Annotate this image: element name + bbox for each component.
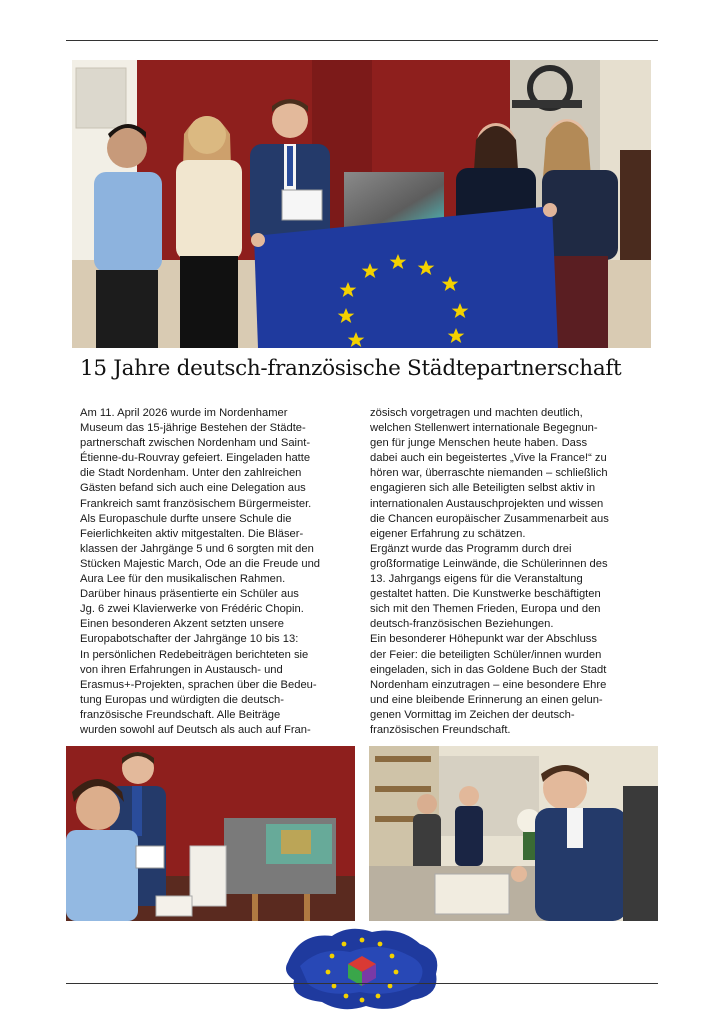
main-photo [72,60,651,348]
article-line: eingeladen, sich in das Goldene Buch der Stadt [370,663,607,676]
article-line: Darüber hinaus präsentierte ein Schüler aus [80,588,299,601]
article-line: großformatige Leinwände, die Schülerinnen des [370,557,608,570]
bottom-left-photo [66,746,355,921]
article-line: Europabotschafter der Jahrgänge 10 bis 13: [80,633,299,646]
article-line: partnerschaft zwischen Nordenham und Saint- [80,437,311,450]
top-rule [66,40,658,41]
article-line: gen für junge Menschen heute haben. Dass [370,437,588,450]
article-line: Am 11. April 2026 wurde im Nordenhamer [80,407,288,419]
article-line: Stücken Majestic March, Ode an die Freude und [80,557,321,570]
article-line: Étienne-du-Rouvray gefeiert. Eingeladen hatte [80,452,311,465]
article-line: zösisch vorgetragen und machten deutlich, [370,407,583,419]
article-line: In persönlichen Redebeiträgen berichteten sie [80,648,309,661]
article-line: hören war, überraschte niemanden – schließlich [370,467,608,480]
article-line: Museum das 15-jährige Bestehen der Städte- [80,422,306,435]
article-title: 15 Jahre deutsch-französische Städtepartnerschaft [80,356,622,381]
article-line: Einen besonderen Akzent setzten unsere [80,618,285,631]
article-line: engagieren sich alle Beteiligten selbst aktiv in [370,482,596,495]
bottom-right-photo [369,746,658,921]
article-line: gestaltet hatten. Die Kunstwerke beschäftigten [370,588,601,601]
article-line: Ergänzt wurde das Programm durch drei [370,542,572,555]
eu-star-splash-logo-icon [280,922,444,1014]
article-line: und eine bleibende Erinnerung an einen gelun- [370,693,603,706]
article-line: der Feier: die beteiligten Schüler/innen wurden [370,648,602,661]
article-line: Jg. 6 zwei Klavierwerke von Frédéric Chopin. [80,603,304,616]
article-line: eigener Erfahrung zu schätzen. [370,527,526,540]
article-line: wurden sowohl auf Deutsch als auch auf Fran- [80,723,311,736]
article-line: Feierlichkeiten aktiv mitgestalten. Die Bläser- [80,527,304,540]
article-line: die Chancen europäischer Zusammenarbeit aus [370,512,609,525]
article-line: Frankreich samt französischem Bürgermeister. [80,497,312,510]
article-line: dabei auch ein begeistertes „Vive la France!“ zu [370,452,607,465]
article-line: französischen Freundschaft. [370,723,511,736]
article-line: genen Vormittag im Zeichen der deutsch- [370,708,575,721]
article-line: Ein besonderer Höhepunkt war der Abschluss [370,633,597,646]
article-line: französische Freundschaft. Alle Beiträge [80,708,281,721]
bottom-rule [66,983,658,984]
article-line: Als Europaschule durfte unsere Schule die [80,512,292,525]
article-line: Aura Lee für den musikalischen Rahmen. [80,573,286,586]
article-line: die Stadt Nordenham. Unter den zahlreichen [80,467,302,480]
article-line: internationalen Austauschprojekten und wissen [370,497,604,510]
article-line: Gästen befand sich auch eine Delegation aus [80,482,306,495]
article-line: deutsch-französischen Beziehungen. [370,618,554,631]
article-line: welchen Stellenwert internationale Begegnun- [370,422,598,435]
article-line: tung Europas und würdigten die deutsch- [80,693,284,706]
article-line: klassen der Jahrgänge 5 und 6 sorgten mit den [80,542,314,555]
article-column-1 [80,406,356,738]
article-line: sich mit den Themen Frieden, Europa und den [370,603,601,616]
article-column-2 [370,406,646,738]
article-line: Erasmus+-Projekten, sprachen über die Bedeu- [80,678,317,691]
article-line: Nordenham einzutragen – eine besondere Ehre [370,678,607,691]
article-line: von ihren Erfahrungen in Austausch- und [80,663,283,676]
article-line: 13. Jahrgangs eigens für die Veranstaltung [370,573,583,586]
